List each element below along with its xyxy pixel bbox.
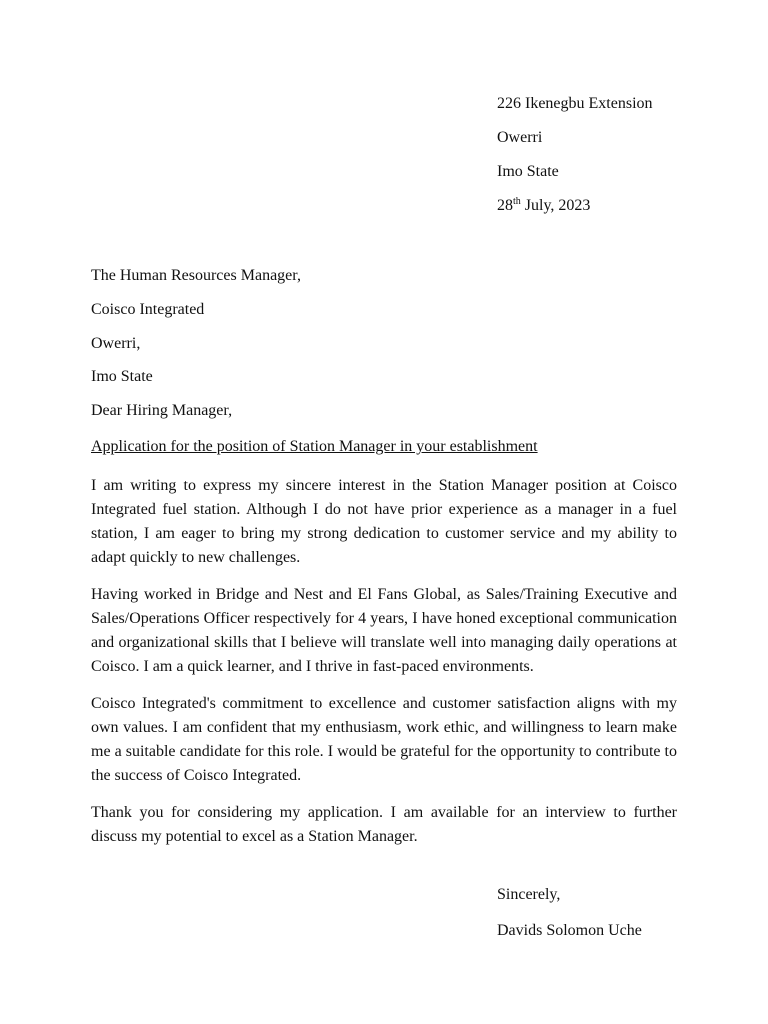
body-paragraph-4: Thank you for considering my application. I am available for an interview to further discuss my potential to excel as a Station Manager. [91, 804, 677, 845]
date-day: 28 [497, 197, 513, 214]
recipient-state: Imo State [91, 368, 153, 386]
letter-body [91, 474, 677, 862]
recipient-company: Coisco Integrated [91, 300, 205, 318]
date-suffix: th [513, 196, 521, 207]
salutation: Dear Hiring Manager, [91, 402, 233, 420]
valediction: Sincerely, [497, 886, 561, 903]
subject-line: Application for the position of Station Manager in your establishment [91, 438, 538, 455]
recipient-address-block [91, 266, 677, 435]
recipient-city: Owerri, [91, 334, 141, 352]
signature-name: Davids Solomon Uche [497, 922, 642, 939]
sender-city: Owerri [497, 129, 543, 146]
recipient-title: The Human Resources Manager, [91, 267, 301, 284]
closing-block [497, 885, 737, 957]
body-paragraph-2: Having worked in Bridge and Nest and El Fans Global, as Sales/Training Executive and Sales/Operations Officer respectively for 4 years, I have honed exceptional communication and organizational skills that I believe will translate well into managing daily operations at Coisco. I am a quick learner, and I thrive in fast-paced environments. [91, 586, 677, 675]
sender-address-block [497, 94, 737, 230]
date-rest: July, 2023 [520, 197, 591, 214]
body-paragraph-3: Coisco Integrated's commitment to excellence and customer satisfaction aligns with my own values. I am confident that my enthusiasm, work ethic, and willingness to learn make me a suitable candidate for this role. I would be grateful for the opportunity to contribute to the success of Coisco Integrated. [91, 695, 677, 784]
body-paragraph-1: I am writing to express my sincere interest in the Station Manager position at Coisco Integrated fuel station. Although I do not have prior experience as a manager in a fuel station, I am eager to bring my strong dedication to customer service and my ability to adapt quickly to new challenges. [91, 477, 677, 566]
letter-date [497, 196, 737, 230]
sender-state: Imo State [497, 163, 559, 180]
sender-street: 226 Ikenegbu Extension [497, 95, 653, 112]
